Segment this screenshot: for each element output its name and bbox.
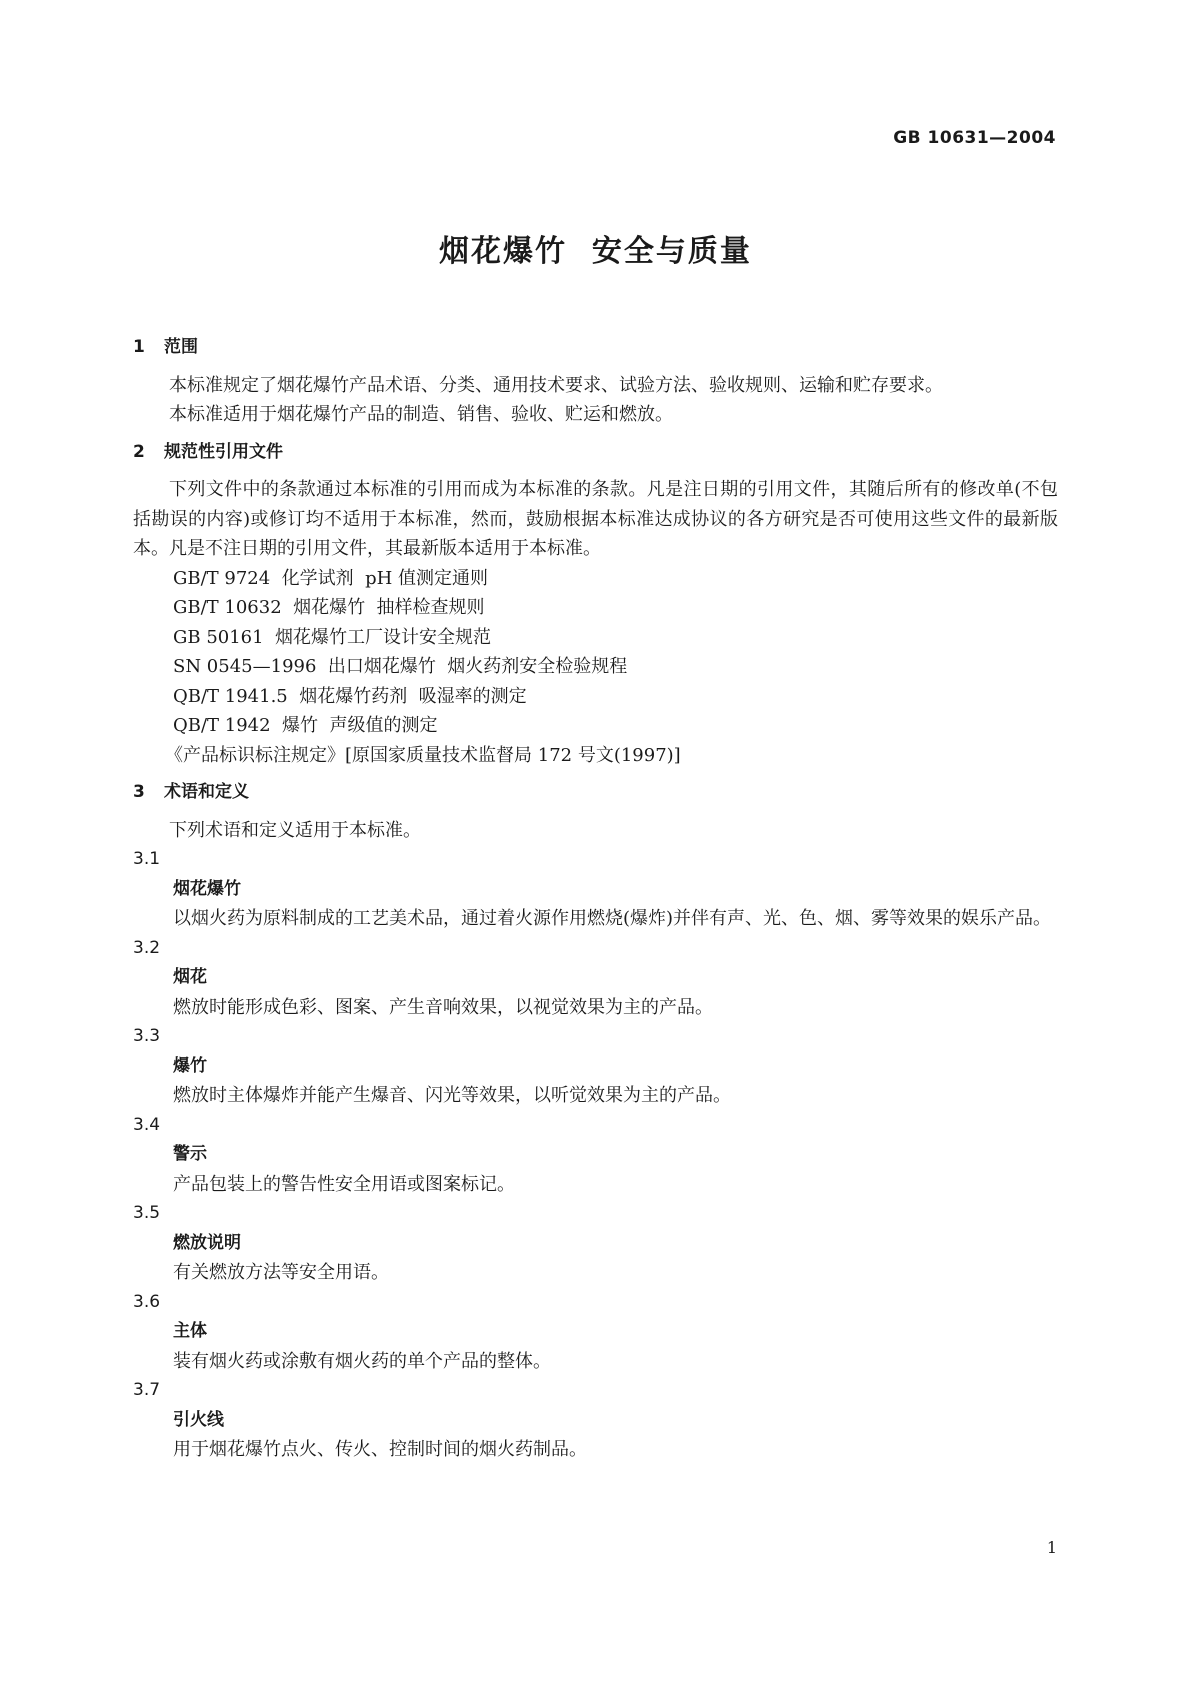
definition-item <box>133 934 1058 1023</box>
definition-term: 烟花爆竹 <box>173 878 241 899</box>
section-number: 1 <box>133 337 145 357</box>
definition-term: 爆竹 <box>173 1055 207 1076</box>
definition-number: 3.6 <box>133 1291 161 1312</box>
document-body <box>133 333 1058 1465</box>
paragraph: 下列术语和定义适用于本标准。 <box>169 819 421 841</box>
paragraph: 本标准规定了烟花爆竹产品术语、分类、通用技术要求、试验方法、验收规则、运输和贮存要求。 <box>169 374 943 396</box>
definition-text: 装有烟火药或涂敷有烟火药的单个产品的整体。 <box>173 1350 551 1372</box>
definition-text: 燃放时主体爆炸并能产生爆音、闪光等效果，以听觉效果为主的产品。 <box>173 1085 731 1106</box>
definition-item <box>133 1199 1058 1288</box>
definition-text: 有关燃放方法等安全用语。 <box>173 1262 389 1283</box>
reference-item: GB/T 10632 烟花爆竹 抽样检查规则 <box>173 597 485 618</box>
definition-term: 引火线 <box>173 1409 224 1430</box>
section-number: 3 <box>133 782 145 802</box>
reference-item: QB/T 1942 爆竹 声级值的测定 <box>173 715 438 736</box>
definition-text: 燃放时能形成色彩、图案、产生音响效果，以视觉效果为主的产品。 <box>173 996 713 1018</box>
definition-term: 燃放说明 <box>173 1232 241 1253</box>
definition-item <box>133 1376 1058 1465</box>
section-title: 范围 <box>164 337 198 357</box>
paragraph: 下列文件中的条款通过本标准的引用而成为本标准的条款。凡是注日期的引用文件，其随后所有的修改单(不包括勘误的内容)或修订均不适用于本标准，然而，鼓励根据本标准达成协议的各方研究是否可使用这些文件的最新版本。凡是不注日期的引用文件，其最新版本适用于本标准。 <box>133 479 1058 559</box>
definition-number: 3.5 <box>133 1203 161 1223</box>
definition-term: 警示 <box>173 1144 207 1164</box>
definition-number: 3.4 <box>133 1114 161 1135</box>
definition-item <box>133 1022 1058 1111</box>
section-title: 术语和定义 <box>164 782 249 802</box>
definition-item <box>133 1288 1058 1377</box>
definition-term: 烟花 <box>173 967 207 987</box>
reference-item: QB/T 1941.5 烟花爆竹药剂 吸湿率的测定 <box>173 685 527 707</box>
section-number: 2 <box>133 441 145 462</box>
definition-number: 3.2 <box>133 937 161 958</box>
definition-item <box>133 1111 1058 1200</box>
definition-number: 3.7 <box>133 1380 161 1400</box>
reference-item: GB/T 9724 化学试剂 pH 值测定通则 <box>173 567 489 589</box>
page-number: 1 <box>1046 1538 1057 1557</box>
definition-text: 以烟火药为原料制成的工艺美术品，通过着火源作用燃烧(爆炸)并伴有声、光、色、烟、雾等效果的娱乐产品。 <box>173 908 1052 929</box>
document-title: 烟花爆竹 安全与质量 <box>439 234 752 269</box>
reference-item: GB 50161 烟花爆竹工厂设计安全规范 <box>173 626 492 648</box>
definition-number: 3.3 <box>133 1026 161 1046</box>
section-heading-terms <box>133 778 1058 808</box>
definition-text: 产品包装上的警告性安全用语或图案标记。 <box>173 1173 515 1195</box>
section-heading-scope <box>133 333 1058 363</box>
definition-term: 主体 <box>173 1321 207 1341</box>
definition-number: 3.1 <box>133 849 161 869</box>
standard-number: GB 10631—2004 <box>893 128 1056 148</box>
definition-list <box>133 845 1058 1465</box>
definition-item <box>133 845 1058 934</box>
paragraph: 本标准适用于烟花爆竹产品的制造、销售、验收、贮运和燃放。 <box>169 404 673 425</box>
reference-item: SN 0545—1996 出口烟花爆竹 烟火药剂安全检验规程 <box>173 656 628 677</box>
section-heading-normative-references <box>133 438 1058 468</box>
definition-text: 用于烟花爆竹点火、传火、控制时间的烟火药制品。 <box>173 1439 587 1460</box>
section-title: 规范性引用文件 <box>164 441 283 462</box>
reference-item: 《产品标识标注规定》[原国家质量技术监督局 172 号文(1997)] <box>165 744 681 766</box>
